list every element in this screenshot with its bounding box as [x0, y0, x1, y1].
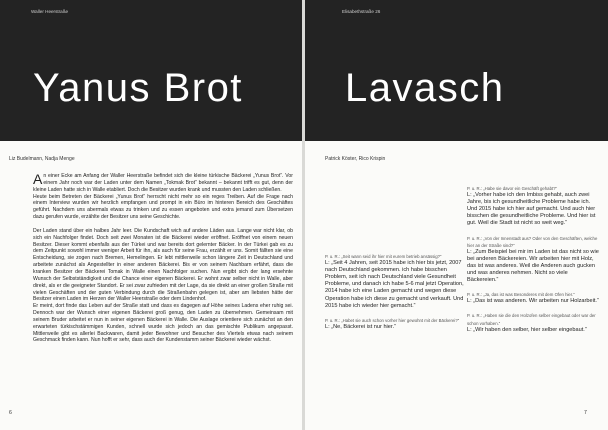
interview-answer: L: „Ne, Bäckerei ist nur hier.“ — [325, 323, 396, 330]
right-header-band — [305, 0, 608, 141]
interview-block — [467, 185, 599, 228]
interview-answer: L: „Zum Beispiel bei mir im Laden ist das nicht so wie bei anderen Bäckereien. Wir arbeiten hier mit Holz, das ist was anderes. Weil die Anderen auch gucken und was anderes nehmen. Nicht so viele Bäckereien.“ — [467, 248, 599, 284]
interview-column-right — [467, 185, 599, 341]
interview-block — [325, 253, 465, 310]
right-title: Lavasch — [345, 66, 505, 110]
interview-question: P. u. R.: „Ja, das ist was Besonderes mit dem Ofen hier.“ — [467, 292, 575, 298]
interview-answer: L: „Seit 4 Jahren, seit 2015 habe ich hier bis jetzt, 2007 nach Deutschland gekommen. ich habe bisschen Problem, seit ich nach Deutschland viele Gesundheit Probleme, und danach ich habe 5-6 mal jetzt Operation, 2014 habe ich eine Laden gemacht und wegen diese Operation habe ich diese zu gemacht und verkauft. Und 2015 habe ich wieder hier gemacht.“ — [325, 260, 464, 309]
interview-question: P. u. R.: „Habe sie davor ein Geschäft gehabt?“ — [467, 186, 557, 191]
interview-answer: L: „Wir haben den selber, hier selber eingebaut.“ — [467, 326, 587, 333]
left-street-label: Waller Heerstraße — [31, 9, 69, 14]
left-article-body — [33, 173, 293, 344]
interview-block — [467, 235, 599, 285]
interview-answer: L: „Vorher habe ich den Imbiss gehabt, auch zwei Jahre, bis ich gesundheitliche Probleme habe ich. Und 2015 habe ich hier auf gemacht. Und auch hier bisschen die gesundheitliche Probleme. Und hier ist gut. Weil die Stadt ist nicht so weit weg.“ — [467, 192, 596, 227]
right-page-number: 7 — [584, 410, 587, 416]
paragraph: Der Laden stand über ein halbes Jahr leer. Die Kundschaft wich auf andere Läden aus. Lange war nicht klar, ob sich ein Nachfolger findet. Doch seit zwei Monaten ist die Bäckerei wieder eröffnet. Eröffnet von einem neuen Besitzer. Dieser kommt ebenfalls aus der Türkei und war bereits dort gelernter Bäcker. In der Türkei gab es zu dem Zeitpunkt sowohl immer weniger Arbeit für ihn, als auch für seine Frau, erzählt er uns. Somit fällten sie eine Entscheidung, sie zogen nach Bremen, Hemelingen. Er lebt mittlerweile schon längere Zeit in Deutschland und arbeitete zunächst als Angestellter in einer anderen Bäckerei. Bis er von seinem Nachbarn erfährt, dass die kranken Besitzer der Bäckerei Tomak in Walle einen Nachfolger suchen. Nun ergibt sich der lang ersehnte Wunsch der Selbstständigkeit und die Chance einer eigenen Bäckerei. Er wohnt zwar selber nicht in Walle, aber direkt, als er die geeigneter Standort. Er sei zwar zufrieden mit der Lage, da sie direkt an einer großen Straße mit vielen Geschäften und der guten Verbindung durch die Straßenbahn gelegen ist, aber am liebsten hätte der Besitzer einen Laden im Herzen der Waller Heerstraße oder dem Lindenhof. — [33, 227, 293, 303]
right-page — [305, 0, 608, 430]
left-title: Yanus Brot — [33, 66, 243, 110]
interview-question: P. u. R.: „Habet sie auch schon vorher hier gewohnt mit der Bäckerei?“ — [325, 317, 460, 323]
interview-block — [467, 312, 599, 333]
interview-question: P. u. R.: „Von der Innenstadt aus? Oder von den Geschäften, welche hier an der Straße sind?“ — [467, 235, 598, 248]
interview-column-left — [325, 253, 465, 338]
interview-block — [467, 291, 599, 305]
left-page-number: 6 — [9, 410, 12, 416]
interview-block — [325, 317, 465, 331]
left-authors: Liz Budelmann, Nadja Menge — [9, 156, 75, 162]
right-authors: Patrick Köster, Rico Krispin — [325, 156, 386, 162]
paragraph: Heute beim Betreten der Bäckerei „Yunus Brot“ herrscht nicht mehr so ein reges Treiben. Auf die Frage nach einem Interview wurden wir herzlich empfangen und prompt in ein Büro im hinteren Bereich des Geschäftes geführt. Nachdem uns abermals etwas zu trinken und zu essen angeboten und extra jemand zum Übersetzen dazu gerufen wurde, erzählte der Besitzer uns seine Geschichte. — [33, 193, 293, 221]
interview-question: P. u. R.: „Seit wann seid ihr hier mit eurem betrieb ansässig?“ — [325, 254, 442, 259]
right-street-label: Elisabethstraße 26 — [342, 9, 381, 14]
left-page — [0, 0, 302, 430]
drop-cap: A — [33, 171, 43, 187]
left-header-band — [0, 0, 302, 141]
interview-answer: L: „Das ist was anderen. Wir arbeiten nur Holzarbeit.“ — [467, 298, 599, 305]
interview-question: P. u. R.: „Haben sie die den Holzofen selber eingebaut oder war der schon vorhaben.“ — [467, 313, 596, 326]
paragraph: An einer Ecke am Anfang der Waller Heerstraße befindet sich die kleine türkische Bäckerei „Yunus Brot“. Vor einem Jahr noch war der Laden unter dem Namen „Tokmak Brot“ bekannt – bekannt trifft es gut, denn der kleine Laden hatte sich in Walle etabliert. Doch die Besitzer wurden krank und mussten den Laden schließen. — [33, 171, 293, 193]
paragraph: Er meint, dort finde das Leben auf der Straße statt und dass es dagegen auf Höhe seines Ladens eher ruhig sei. Dennoch war der Wunsch einer eigenen Bäckerei groß genug, den Laden zu übernehmen. Gemeinsam mit seinem Bruder arbeitet er nun in seiner eigenen Bäckerei in Walle. Die Auslage orientiere sich zunächst an den erwarteten türkischstämmigen Kunden, schnell wurde sich jedoch an das gemischte Publikum angepasst. Mittlerweile gibt es allerlei Backwaren, damit jeder Bewohner und Besucher des Viertels etwas nach seinem Geschmack finden kann. Nun hofft er sehr, dass auch der Kundenstamm seiner Bäckerei wieder wächst. — [33, 303, 293, 344]
